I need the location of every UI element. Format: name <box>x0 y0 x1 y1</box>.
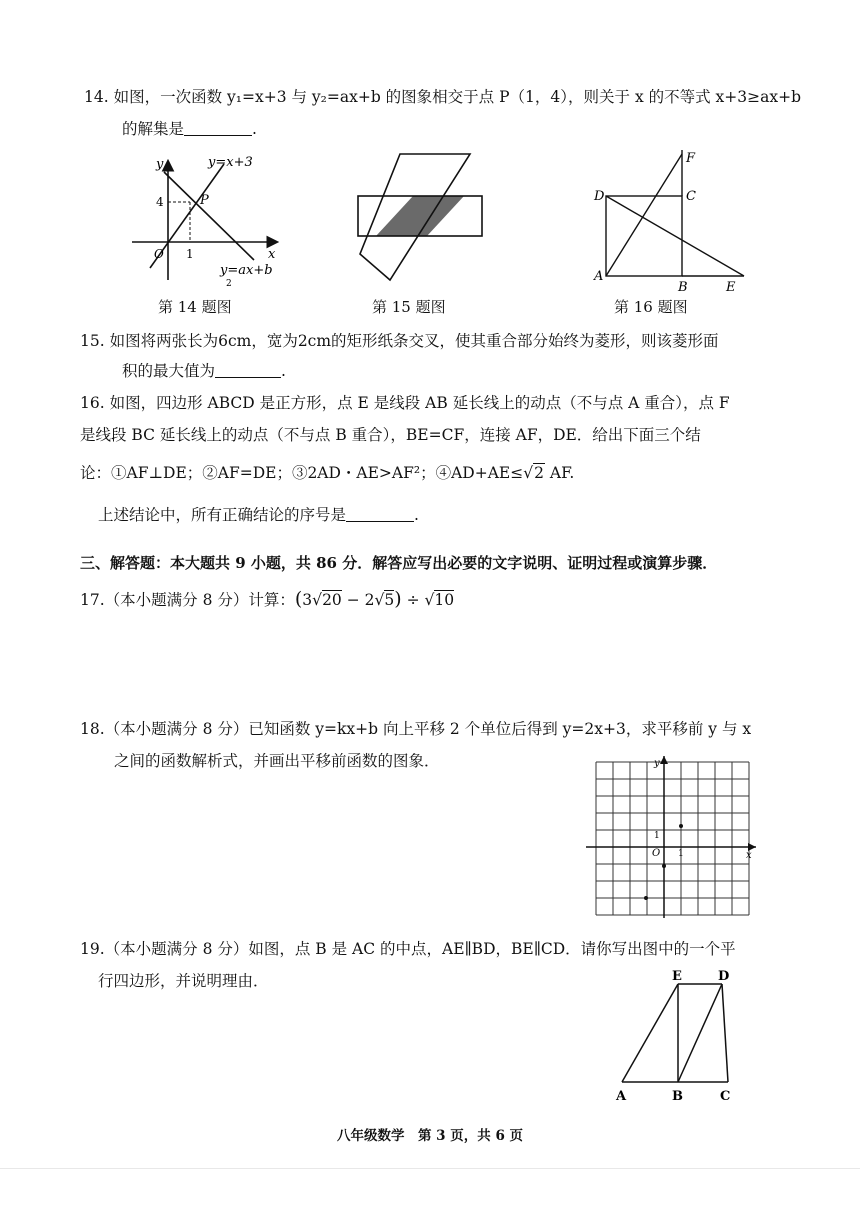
section3-heading: 三、解答题：本大题共 9 小题，共 86 分．解答应写出必要的文字说明、证明过程或演算步骤． <box>80 554 718 572</box>
q16-sqrt-radicand: 2 <box>534 464 544 482</box>
fig16-square <box>606 196 682 276</box>
q15-line1: 15. 如图将两张长为6cm，宽为2cm的矩形纸条交叉，使其重合部分始终为菱形，则该菱形面 <box>80 332 719 350</box>
grid-point-2 <box>662 864 666 868</box>
q17-prefix: 17.（本小题满分 8 分）计算： <box>80 591 295 609</box>
q18-line1: 18.（本小题满分 8 分）已知函数 y=kx+b 向上平移 2 个单位后得到 y=2x+3，求平移前 y 与 x <box>80 720 752 738</box>
grid-lines <box>596 762 749 915</box>
fig14-origin: O <box>154 247 164 261</box>
q16-answer-blank[interactable] <box>346 505 414 522</box>
q15-answer-blank[interactable] <box>215 361 281 378</box>
q16-line4-text: 上述结论中，所有正确结论的序号是 <box>98 506 347 524</box>
q15-line2-text: 积的最大值为 <box>122 362 216 380</box>
fig16-label-e: E <box>726 280 736 292</box>
q18-line2: 之间的函数解析式，并画出平移前函数的图象． <box>114 752 440 770</box>
fig14-y-tick: 4 <box>156 195 164 209</box>
grid-point-1 <box>679 824 683 828</box>
q17-paren-open: ( <box>294 588 303 610</box>
q17-coef-a: 3 <box>302 591 313 609</box>
fig14-y-label: y <box>156 157 164 172</box>
q16-line4-end: . <box>414 506 419 524</box>
grid-origin: O <box>652 848 661 859</box>
q18-coordinate-grid <box>580 750 760 922</box>
fig16-segment-de <box>606 196 744 276</box>
q19-line2: 行四边形，并说明理由． <box>98 972 269 990</box>
fig14-x-label: x <box>268 247 276 262</box>
fig19-segment-ae <box>622 984 678 1082</box>
fig19-label-e: E <box>672 969 682 984</box>
q16-line2: 是线段 BC 延长线上的动点（不与点 B 重合），BE=CF，连接 AF，DE．给出下面三个结 <box>80 426 701 444</box>
fig15-caption: 第 15 题图 <box>372 298 446 316</box>
q17-minus: − 2 <box>341 591 375 609</box>
q17-radicand-20: 20 <box>322 591 342 609</box>
fig14-line2-sub: 2 <box>226 279 232 288</box>
q16-line3-a: 论：①AF⊥DE；②AF=DE；③2AD・AE>AF²；④AD+AE≤ <box>80 464 524 482</box>
q14-answer-blank[interactable] <box>184 119 252 136</box>
grid-tick-y: 1 <box>654 831 660 841</box>
fig16-caption: 第 16 题图 <box>614 298 688 316</box>
fig14-point-label: P <box>200 193 209 208</box>
fig16-segment-af <box>606 154 682 276</box>
fig16-label-f: F <box>686 151 696 166</box>
grid-tick-x: 1 <box>678 849 684 859</box>
fig19-label-c: C <box>720 1089 731 1104</box>
figure-15 <box>352 150 488 284</box>
fig19-segment-bd <box>678 984 722 1082</box>
fig19-label-d: D <box>718 969 730 984</box>
bottom-divider <box>0 1168 860 1169</box>
fig14-line1-label: y=x+3 <box>208 155 253 170</box>
q16-line3 <box>80 462 574 484</box>
fig16-label-b: B <box>678 280 688 292</box>
fig19-label-a: A <box>616 1089 627 1104</box>
q17-paren-close: ) <box>394 588 402 610</box>
figure-19 <box>612 962 742 1108</box>
q16-line1: 16. 如图，四边形 ABCD 是正方形，点 E 是线段 AB 延长线上的动点（不与点 A 重合），点 F <box>80 394 730 412</box>
q16-sqrt: √2 <box>523 464 544 482</box>
fig19-label-b: B <box>672 1089 683 1104</box>
figure-16 <box>588 146 758 292</box>
q17-line: 17.（本小题满分 8 分）计算：(3√20 − 2√5) ÷ √10 <box>80 588 455 610</box>
fig14-line2-label: y=ax+b <box>220 263 273 278</box>
q14-line1: 14. 如图，一次函数 y₁=x+3 与 y₂=ax+b 的图象相交于点 P（1，4），则关于 x 的不等式 x+3≥ax+b <box>84 88 802 106</box>
fig14-x-tick: 1 <box>186 247 194 261</box>
fig16-label-a: A <box>594 269 604 284</box>
fig15-rhombus-overlap <box>376 196 464 236</box>
q16-line3-b: AF. <box>544 464 575 482</box>
grid-x-label: x <box>746 850 752 861</box>
page-footer: 八年级数学 第 3 页，共 6 页 <box>336 1128 524 1144</box>
q19-line1: 19.（本小题满分 8 分）如图，点 B 是 AC 的中点，AE∥BD，BE∥CD．请你写出图中的一个平 <box>80 940 736 958</box>
q14-line2 <box>122 118 257 140</box>
grid-y-label: y <box>654 758 660 769</box>
figure-14 <box>128 148 288 288</box>
fig14-caption: 第 14 题图 <box>158 298 232 316</box>
fig16-label-c: C <box>686 189 696 204</box>
q17-radicand-10: 10 <box>434 591 455 609</box>
grid-point-3 <box>644 896 648 900</box>
q15-line2-end: . <box>281 362 286 380</box>
q15-line2 <box>122 360 286 382</box>
q14-line2-text: 的解集是 <box>122 120 185 138</box>
grid-y-arrow <box>660 756 668 764</box>
fig16-label-d: D <box>594 189 605 204</box>
fig19-segment-dc <box>722 984 728 1082</box>
q14-line2-end: . <box>252 120 257 138</box>
q16-line4 <box>98 504 419 526</box>
q17-div: ÷ <box>401 591 425 609</box>
q17-radicand-5: 5 <box>384 591 395 609</box>
